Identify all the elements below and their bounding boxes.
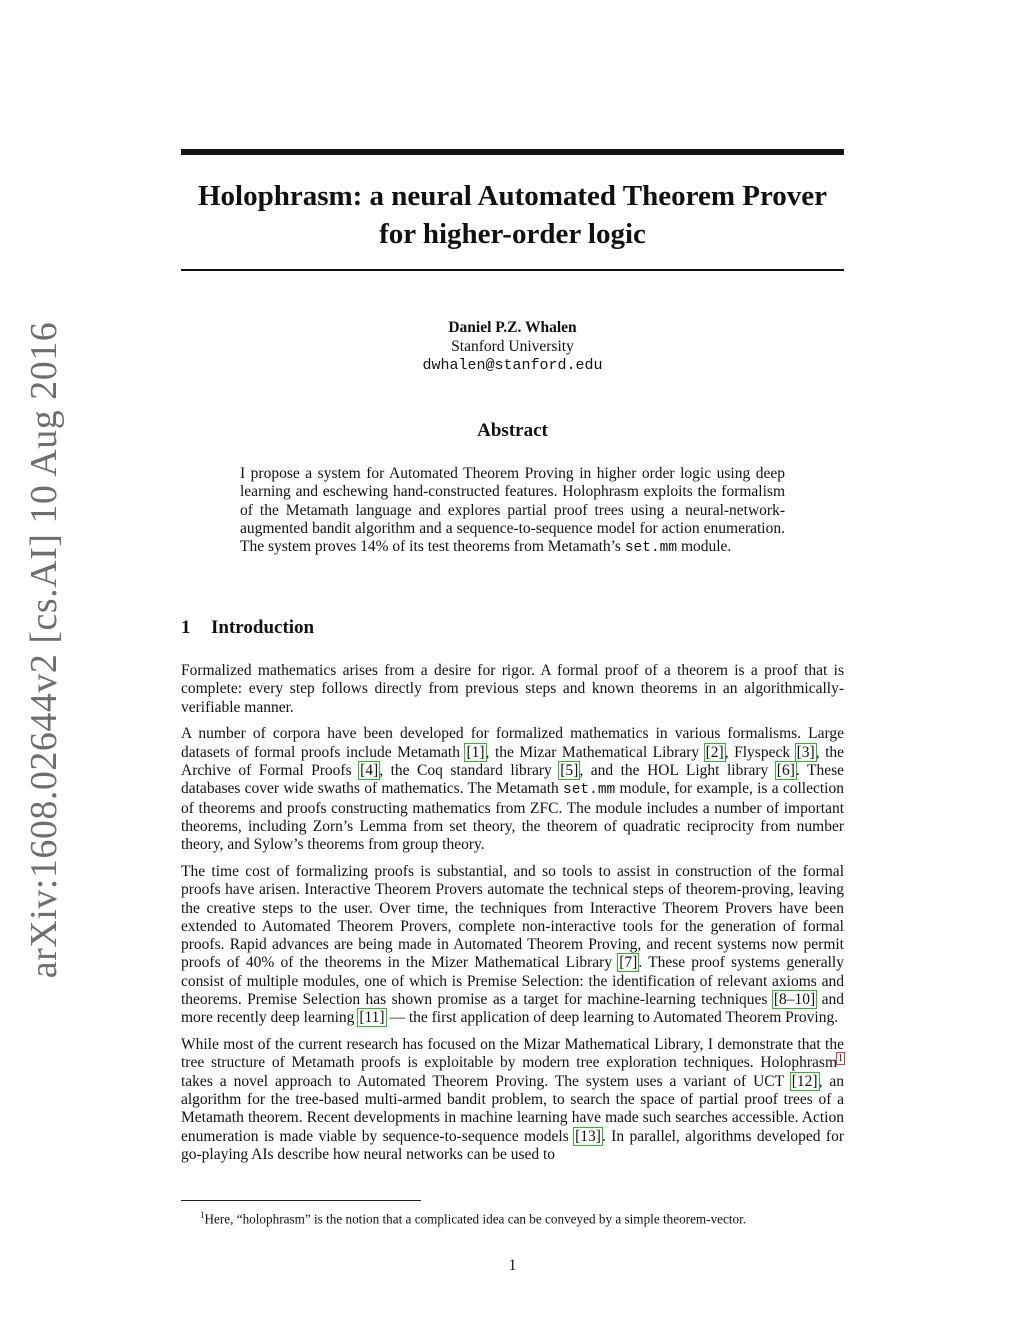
text-span: While most of the current research has focused on the Mizar Mathematical Library, I demonstrate that the tree structure of Metamath proofs is exploitable by modern tree exploration techniques. Holophrasm (181, 1036, 844, 1072)
citation-link[interactable]: [4] (360, 761, 379, 779)
title-bottom-rule (181, 269, 844, 271)
text-span: takes a novel approach to Automated Theorem Proving. The system uses a variant of UCT (181, 1072, 791, 1090)
text-span: . These databases cover wide swaths of mathematics. The Metamath (181, 761, 844, 798)
footnote (200, 1207, 840, 1227)
section-number: 1 (181, 617, 191, 638)
citation-link[interactable]: [6] (776, 761, 795, 779)
citation-link[interactable]: [2] (705, 743, 724, 761)
paragraph-1: Formalized mathematics arises from a desire for rigor. A formal proof of a theorem is a proof that is complete: every step follows directly from previous steps and known theorems in an algorithmically-verifiable manner. (181, 662, 844, 716)
abstract-heading: Abstract (477, 420, 548, 441)
text-span: , an algorithm for the tree-based multi-armed bandit problem, to search the space of partial proof trees of a Metamath theorem. Recent developments in machine learning have made such searches accessible. Action enumeration is made viable by sequence-to-sequence models (181, 1072, 844, 1145)
paper-title (181, 177, 844, 253)
text-span: The time cost of formalizing proofs is substantial, and so tools to assist in construction of the formal proofs have arisen. Interactive Theorem Provers automate the technical steps of theorem-proving, leaving the creative steps to the user. Over time, the techniques from Interactive Theorem Provers have been extended to Automated Theorem Provers, complete non-interactive tools for the generation of formal proofs. Rapid advances are being made in Automated Theorem Proving, and recent systems now permit proofs of 40% of the theorems in the Mizer Mathematical Library (181, 862, 844, 972)
citation-link[interactable]: [1] (466, 743, 485, 761)
citation-link[interactable]: [8–10] (773, 991, 816, 1009)
abstract-text (240, 465, 785, 557)
text-span: , the Archive of Formal Proofs (181, 743, 844, 779)
author-affiliation: Stanford University (451, 338, 574, 355)
section-title: Introduction (211, 617, 315, 638)
paragraph-2 (181, 725, 844, 854)
footnote-text: Here, “holophrasm” is the notion that a complicated idea can be conveyed by a simple theorem-vector. (204, 1211, 747, 1227)
citation-link[interactable]: [7] (619, 954, 638, 972)
title-line-1: Holophrasm: a neural Automated Theorem Prover (197, 180, 828, 212)
text-span: , Flyspeck (724, 743, 796, 761)
text-span: — the first application of deep learning to Automated Theorem Proving. (385, 1009, 839, 1027)
arxiv-identifier: arXiv:1608.02644v2 [cs.AI] 10 Aug 2016 (23, 321, 65, 979)
text-span: A number of corpora have been developed for formalized mathematics in various formalisms. Large datasets of formal proofs include Metamath (181, 725, 844, 761)
text-span: module, for example, is a collection of theorems and proofs constructing mathematics from ZFC. The module includes a number of important theorems, including Zorn’s Lemma from set theory, the theorem of quadratic reciprocity from number theory, and Sylow’s theorems from group theory. (181, 780, 844, 854)
title-line-2: for higher-order logic (379, 218, 646, 250)
text-span: . In parallel, algorithms developed for go-playing AIs describe how neural networks can be used to (181, 1127, 844, 1163)
citation-link[interactable]: [5] (560, 761, 579, 779)
citation-link[interactable]: [13] (575, 1127, 601, 1145)
citation-link[interactable]: [12] (791, 1072, 818, 1090)
section-body (181, 662, 844, 1173)
citation-link[interactable]: [3] (796, 743, 815, 761)
footnote-mark: 1 (200, 1210, 205, 1220)
paragraph-3 (181, 863, 844, 1028)
footnote-reference[interactable]: 1 (838, 1053, 843, 1065)
author-block (181, 318, 844, 375)
footnote-rule (181, 1200, 421, 1201)
abstract-text-end: module. (680, 538, 732, 556)
text-span: , the Coq standard library (379, 761, 560, 779)
text-span: . These proof systems generally consist of multiple modules, one of which is Premise Selection: the identification of relevant axioms and theorems. Premise Selection has shown promise as a target for machine-learning techniques (181, 954, 844, 1009)
title-top-rule (181, 149, 844, 155)
citation-link[interactable]: [11] (359, 1009, 385, 1027)
abstract-code: set.mm (624, 540, 678, 557)
inline-code: set.mm (563, 782, 616, 799)
section-heading (181, 617, 314, 639)
abstract-text-main: I propose a system for Automated Theorem Proving in higher order logic using deep learning and eschewing hand-constructed features. Holophrasm exploits the formalism of the Metamath language and explores partial proof trees using a neural-network-augmented bandit algorithm and a sequence-to-sequence model for action enumeration. The system proves 14% of its test theorems from Metamath’s (240, 465, 785, 556)
page-number: 1 (508, 1257, 517, 1274)
text-span: , the Mizar Mathematical Library (485, 743, 705, 761)
text-span: and more recently deep learning (181, 991, 844, 1027)
author-name: Daniel P.Z. Whalen (448, 319, 577, 336)
text-span: , and the HOL Light library (579, 761, 776, 779)
paragraph-4 (181, 1036, 844, 1164)
author-email[interactable]: dwhalen@stanford.edu (422, 357, 603, 374)
